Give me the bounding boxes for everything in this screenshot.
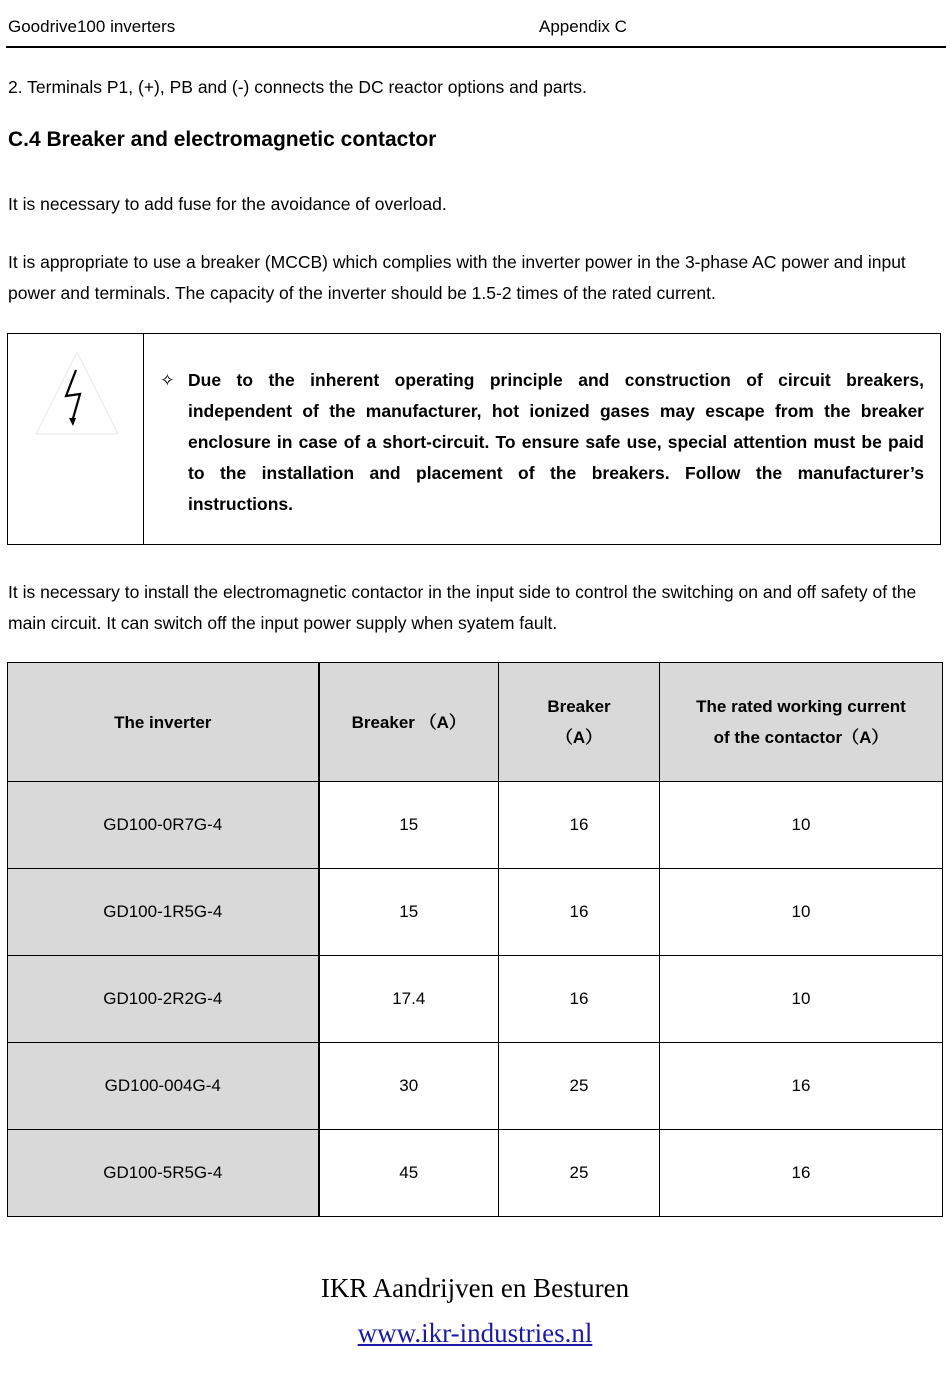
breaker-2-cell: 25 <box>499 1043 660 1130</box>
breaker-2-cell: 25 <box>499 1130 660 1217</box>
electric-hazard-icon <box>32 348 122 438</box>
warning-icon-cell <box>8 334 144 544</box>
breaker-cell: 30 <box>319 1043 499 1130</box>
terminals-paragraph: 2. Terminals P1, (+), PB and (-) connects the DC reactor options and parts. <box>8 77 587 97</box>
table-row <box>8 1043 943 1130</box>
table-row <box>8 782 943 869</box>
table-header-row <box>8 663 943 782</box>
warning-text <box>160 365 924 520</box>
contactor-current-cell: 16 <box>660 1130 943 1217</box>
warning-box <box>7 333 941 545</box>
breaker-2-cell: 16 <box>499 869 660 956</box>
diamond-bullet-icon: ✧ <box>160 370 175 390</box>
inverter-model-cell: GD100-5R5G-4 <box>8 1130 319 1217</box>
breaker-cell: 17.4 <box>319 956 499 1043</box>
warning-message: Due to the inherent operating principle and construction of circuit breakers, independent of the manufacturer, hot ionized gases may escape from the breaker enclosure in case of a short-circuit. To ensure safe use, special attention must be paid to the installation and placement of the breakers. Follow the manufacturer’s instructions. <box>188 370 924 514</box>
header-breaker: Breaker （A） <box>319 663 499 782</box>
header-section: Appendix C <box>539 17 627 36</box>
breaker-cell: 15 <box>319 869 499 956</box>
inverter-model-cell: GD100-0R7G-4 <box>8 782 319 869</box>
section-title: C.4 Breaker and electromagnetic contactor <box>8 128 437 151</box>
contactor-paragraph: It is necessary to install the electromagnetic contactor in the input side to control the switching on and off safety of the main circuit. It can switch off the input power supply when syatem fault. <box>8 582 917 633</box>
footer-company: IKR Aandrijven en Besturen <box>320 1273 630 1303</box>
table-row <box>8 869 943 956</box>
fuse-paragraph: It is necessary to add fuse for the avoidance of overload. <box>8 194 447 214</box>
contactor-current-cell: 10 <box>660 782 943 869</box>
breaker-contactor-table <box>7 662 943 1217</box>
breaker-cell: 45 <box>319 1130 499 1217</box>
table-row <box>8 1130 943 1217</box>
inverter-model-cell: GD100-004G-4 <box>8 1043 319 1130</box>
breaker-2-cell: 16 <box>499 956 660 1043</box>
page-header <box>6 14 946 48</box>
contactor-current-cell: 10 <box>660 956 943 1043</box>
breaker-paragraph: It is appropriate to use a breaker (MCCB) which complies with the inverter power in the 3-phase AC power and input power and terminals. The capacity of the inverter should be 1.5-2 times of the rated current. <box>8 252 906 303</box>
contactor-current-cell: 10 <box>660 869 943 956</box>
inverter-model-cell: GD100-1R5G-4 <box>8 869 319 956</box>
header-product: Goodrive100 inverters <box>8 17 176 36</box>
header-contactor-current: The rated working current of the contactor（A） <box>660 663 943 782</box>
header-breaker-2: Breaker （A） <box>499 663 660 782</box>
inverter-model-cell: GD100-2R2G-4 <box>8 956 319 1043</box>
breaker-2-cell: 16 <box>499 782 660 869</box>
header-inverter: The inverter <box>8 663 319 782</box>
website-link[interactable]: www.ikr-industries.nl <box>357 1318 593 1348</box>
contactor-current-cell: 16 <box>660 1043 943 1130</box>
table-row <box>8 956 943 1043</box>
breaker-cell: 15 <box>319 782 499 869</box>
footer-website <box>0 1318 950 1349</box>
